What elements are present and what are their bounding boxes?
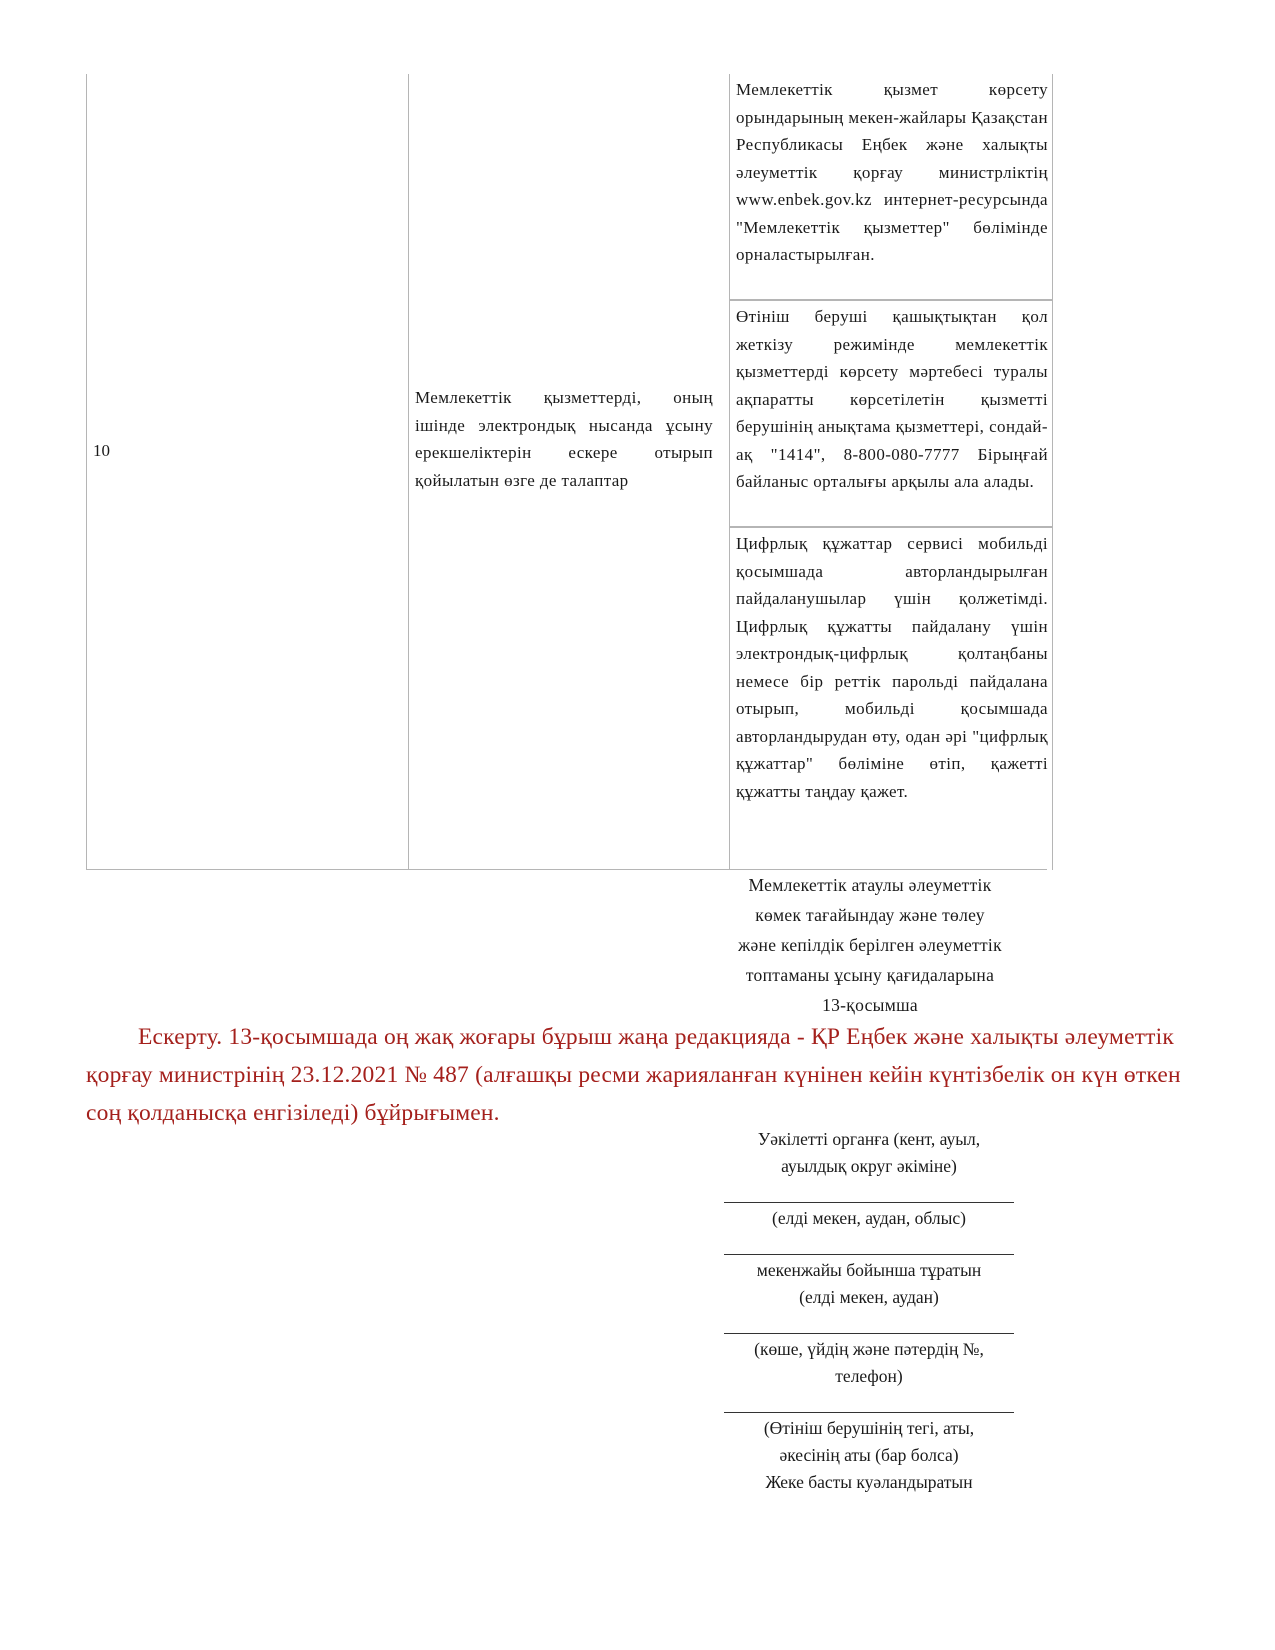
blank-line [724, 1202, 1014, 1203]
annex-line: топтаманы ұсыну қағидаларына [745, 965, 995, 985]
annex-line: Мемлекеттік атаулы әлеуметтік [748, 875, 992, 895]
info-cell-digital-documents: Цифрлық құжаттар сервисі мобильді қосымшада авторландырылған пайдаланушылар үшін қолжетімді. Цифрлық құжатты пайдалану үшін электрондық-цифрлық қолтаңбаны немесе бір реттік парольді пайдалана отырып, мобильді қосымшада авторландырудан өту, одан әрі "цифрлық құжаттар" бөліміне өтіп, қажетті құжатты таңдау қажет. [729, 527, 1053, 870]
residence-line: (елді мекен, аудан) [799, 1287, 939, 1307]
row-number: 10 [93, 441, 110, 460]
addressee-line: Уәкілетті органға (кент, ауыл, [757, 1129, 981, 1149]
annex-line: және кепілдік берілген әлеуметтік [738, 935, 1002, 955]
addressee-block [724, 1126, 1014, 1180]
applicant-hint: (Өтініш берушінің тегі, аты, [763, 1418, 975, 1438]
addressee-line: ауылдық округ әкіміне) [781, 1156, 957, 1176]
info-cell-addresses: Мемлекеттік қызмет көрсету орындарының мекен-жайлары Қазақстан Республикасы Еңбек және халықты әлеуметтік қорғау министрліктің www.enbek.gov.kz интернет-ресурсында "Мемлекеттік қызметтер" бөлімінде орналастырылған. [729, 74, 1053, 300]
application-header-form [724, 1126, 1014, 1496]
settlement-hint: (елді мекен, аудан, облыс) [772, 1208, 966, 1228]
blank-line [724, 1412, 1014, 1413]
annex-number: 13-қосымша [822, 995, 918, 1015]
amendment-note: Ескерту. 13-қосымшада оң жақ жоғары бұрыш жаңа редакцияда - ҚР Еңбек және халықты әлеуметтік қорғау министрінің 23.12.2021 № 487 (алғашқы ресми жарияланған күнінен кейін күнтізбелік он күн өткен соң қолданысқа енгізіледі) бұйрығымен. [86, 1024, 1181, 1126]
requirement-text: Мемлекеттік қызметтерді, оның ішінде электрондық нысанда ұсыну ерекшеліктерін ескере отырып қойылатын өзге де талаптар [415, 388, 713, 490]
info-cell-status: Өтініш беруші қашықтықтан қол жеткізу режимінде мемлекеттік қызметтерді көрсету мәртебесі туралы ақпаратты көрсетілетін қызметті берушінің анықтама қызметтері, сондай-ақ "1414", 8-800-080-7777 Бірыңғай байланыс орталығы арқылы ала алады. [729, 300, 1053, 527]
street-hint: телефон) [835, 1366, 903, 1386]
applicant-hint: Жеке басты куәландыратын [765, 1472, 973, 1492]
residence-line: мекенжайы бойынша тұратын [756, 1260, 982, 1280]
annex-line: көмек тағайындау және төлеу [755, 905, 985, 925]
street-hint: (көше, үйдің және пәтердің №, [754, 1339, 984, 1359]
blank-line [724, 1254, 1014, 1255]
services-table [86, 74, 1047, 870]
blank-line [724, 1333, 1014, 1334]
annex-heading [700, 870, 1040, 1020]
applicant-hint: әкесінің аты (бар болса) [779, 1445, 959, 1465]
row-number-cell [86, 74, 409, 869]
